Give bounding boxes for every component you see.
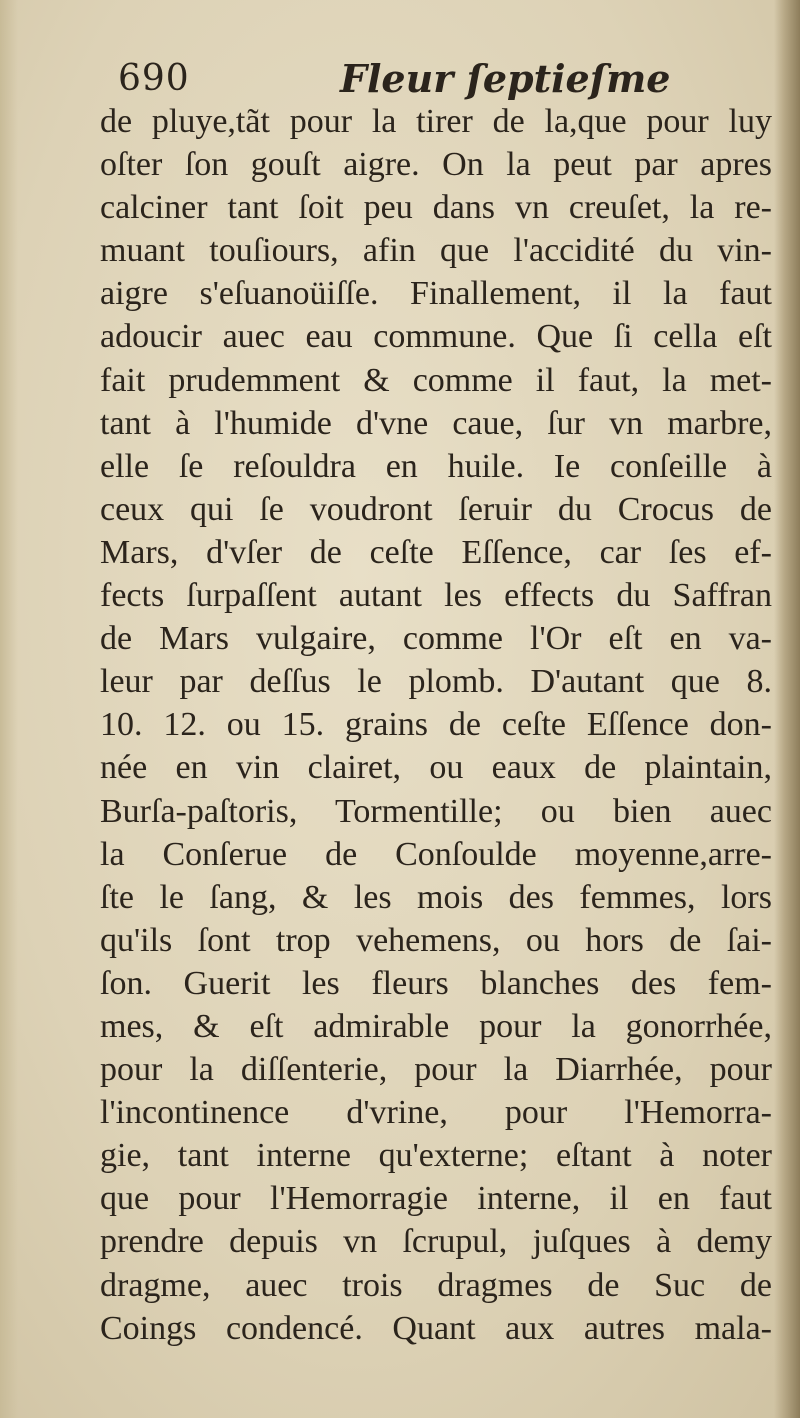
text-line: née en vin clairet, ou eaux de plaintain,	[100, 749, 772, 787]
text-line: la Conſerue de Conſoulde moyenne,arre-	[100, 835, 772, 873]
text-line: Coings condencé. Quant aux autres mala-	[100, 1309, 772, 1347]
text-line: aigre s'eſuanoüiſſe. Finallement, il la faut	[100, 275, 772, 313]
text-line: de pluye,tãt pour la tirer de la,que pour luy	[100, 103, 772, 140]
text-line: muant touſiours, afin que l'accidité du vin-	[100, 232, 772, 270]
page-edge-right	[774, 0, 800, 1418]
running-title: Fleur ſeptieſme	[340, 56, 671, 101]
text-line: fects ſurpaſſent autant les effects du Saffran	[100, 577, 772, 615]
text-line: adoucir auec eau commune. Que ſi cella eſt	[100, 318, 772, 356]
text-line: l'incontinence d'vrine, pour l'Hemorra-	[100, 1094, 772, 1132]
text-line: pour la diſſenterie, pour la Diarrhée, pour	[100, 1051, 772, 1089]
text-line: que pour l'Hemorragie interne, il en faut	[100, 1180, 772, 1218]
text-line: elle ſe reſouldra en huile. Ie conſeille à	[100, 447, 772, 485]
text-line: ceux qui ſe voudront ſeruir du Crocus de	[100, 490, 772, 528]
text-line: dragme, auec trois dragmes de Suc de	[100, 1266, 772, 1304]
page-edge-left	[0, 0, 18, 1418]
text-line: Mars, d'vſer de ceſte Eſſence, car ſes ef-	[100, 533, 772, 571]
text-line: ſon. Guerit les fleurs blanches des fem-	[100, 964, 772, 1002]
text-line: ſte le ſang, & les mois des femmes, lors	[100, 878, 772, 916]
text-line: leur par deſſus le plomb. D'autant que 8.	[100, 663, 772, 701]
text-line: gie, tant interne qu'externe; eſtant à noter	[100, 1137, 772, 1175]
text-line: calciner tant ſoit peu dans vn creuſet, la re-	[100, 189, 772, 227]
text-line: oſter ſon gouſt aigre. On la peut par apres	[100, 146, 772, 184]
text-line: prendre depuis vn ſcrupul, juſques à demy	[100, 1223, 772, 1261]
body-text	[100, 100, 772, 1350]
text-line: mes, & eſt admirable pour la gonorrhée,	[100, 1007, 772, 1045]
text-line: fait prudemment & comme il faut, la met-	[100, 361, 772, 399]
text-line: de Mars vulgaire, comme l'Or eſt en va-	[100, 620, 772, 658]
text-line: tant à l'humide d'vne caue, ſur vn marbre,	[100, 404, 772, 442]
text-line: 10. 12. ou 15. grains de ceſte Eſſence don-	[100, 706, 772, 744]
text-line: Burſa-paſtoris, Tormentille; ou bien auec	[100, 792, 772, 830]
page-number: 690	[118, 58, 190, 99]
text-line: qu'ils ſont trop vehemens, ou hors de ſai-	[100, 921, 772, 959]
